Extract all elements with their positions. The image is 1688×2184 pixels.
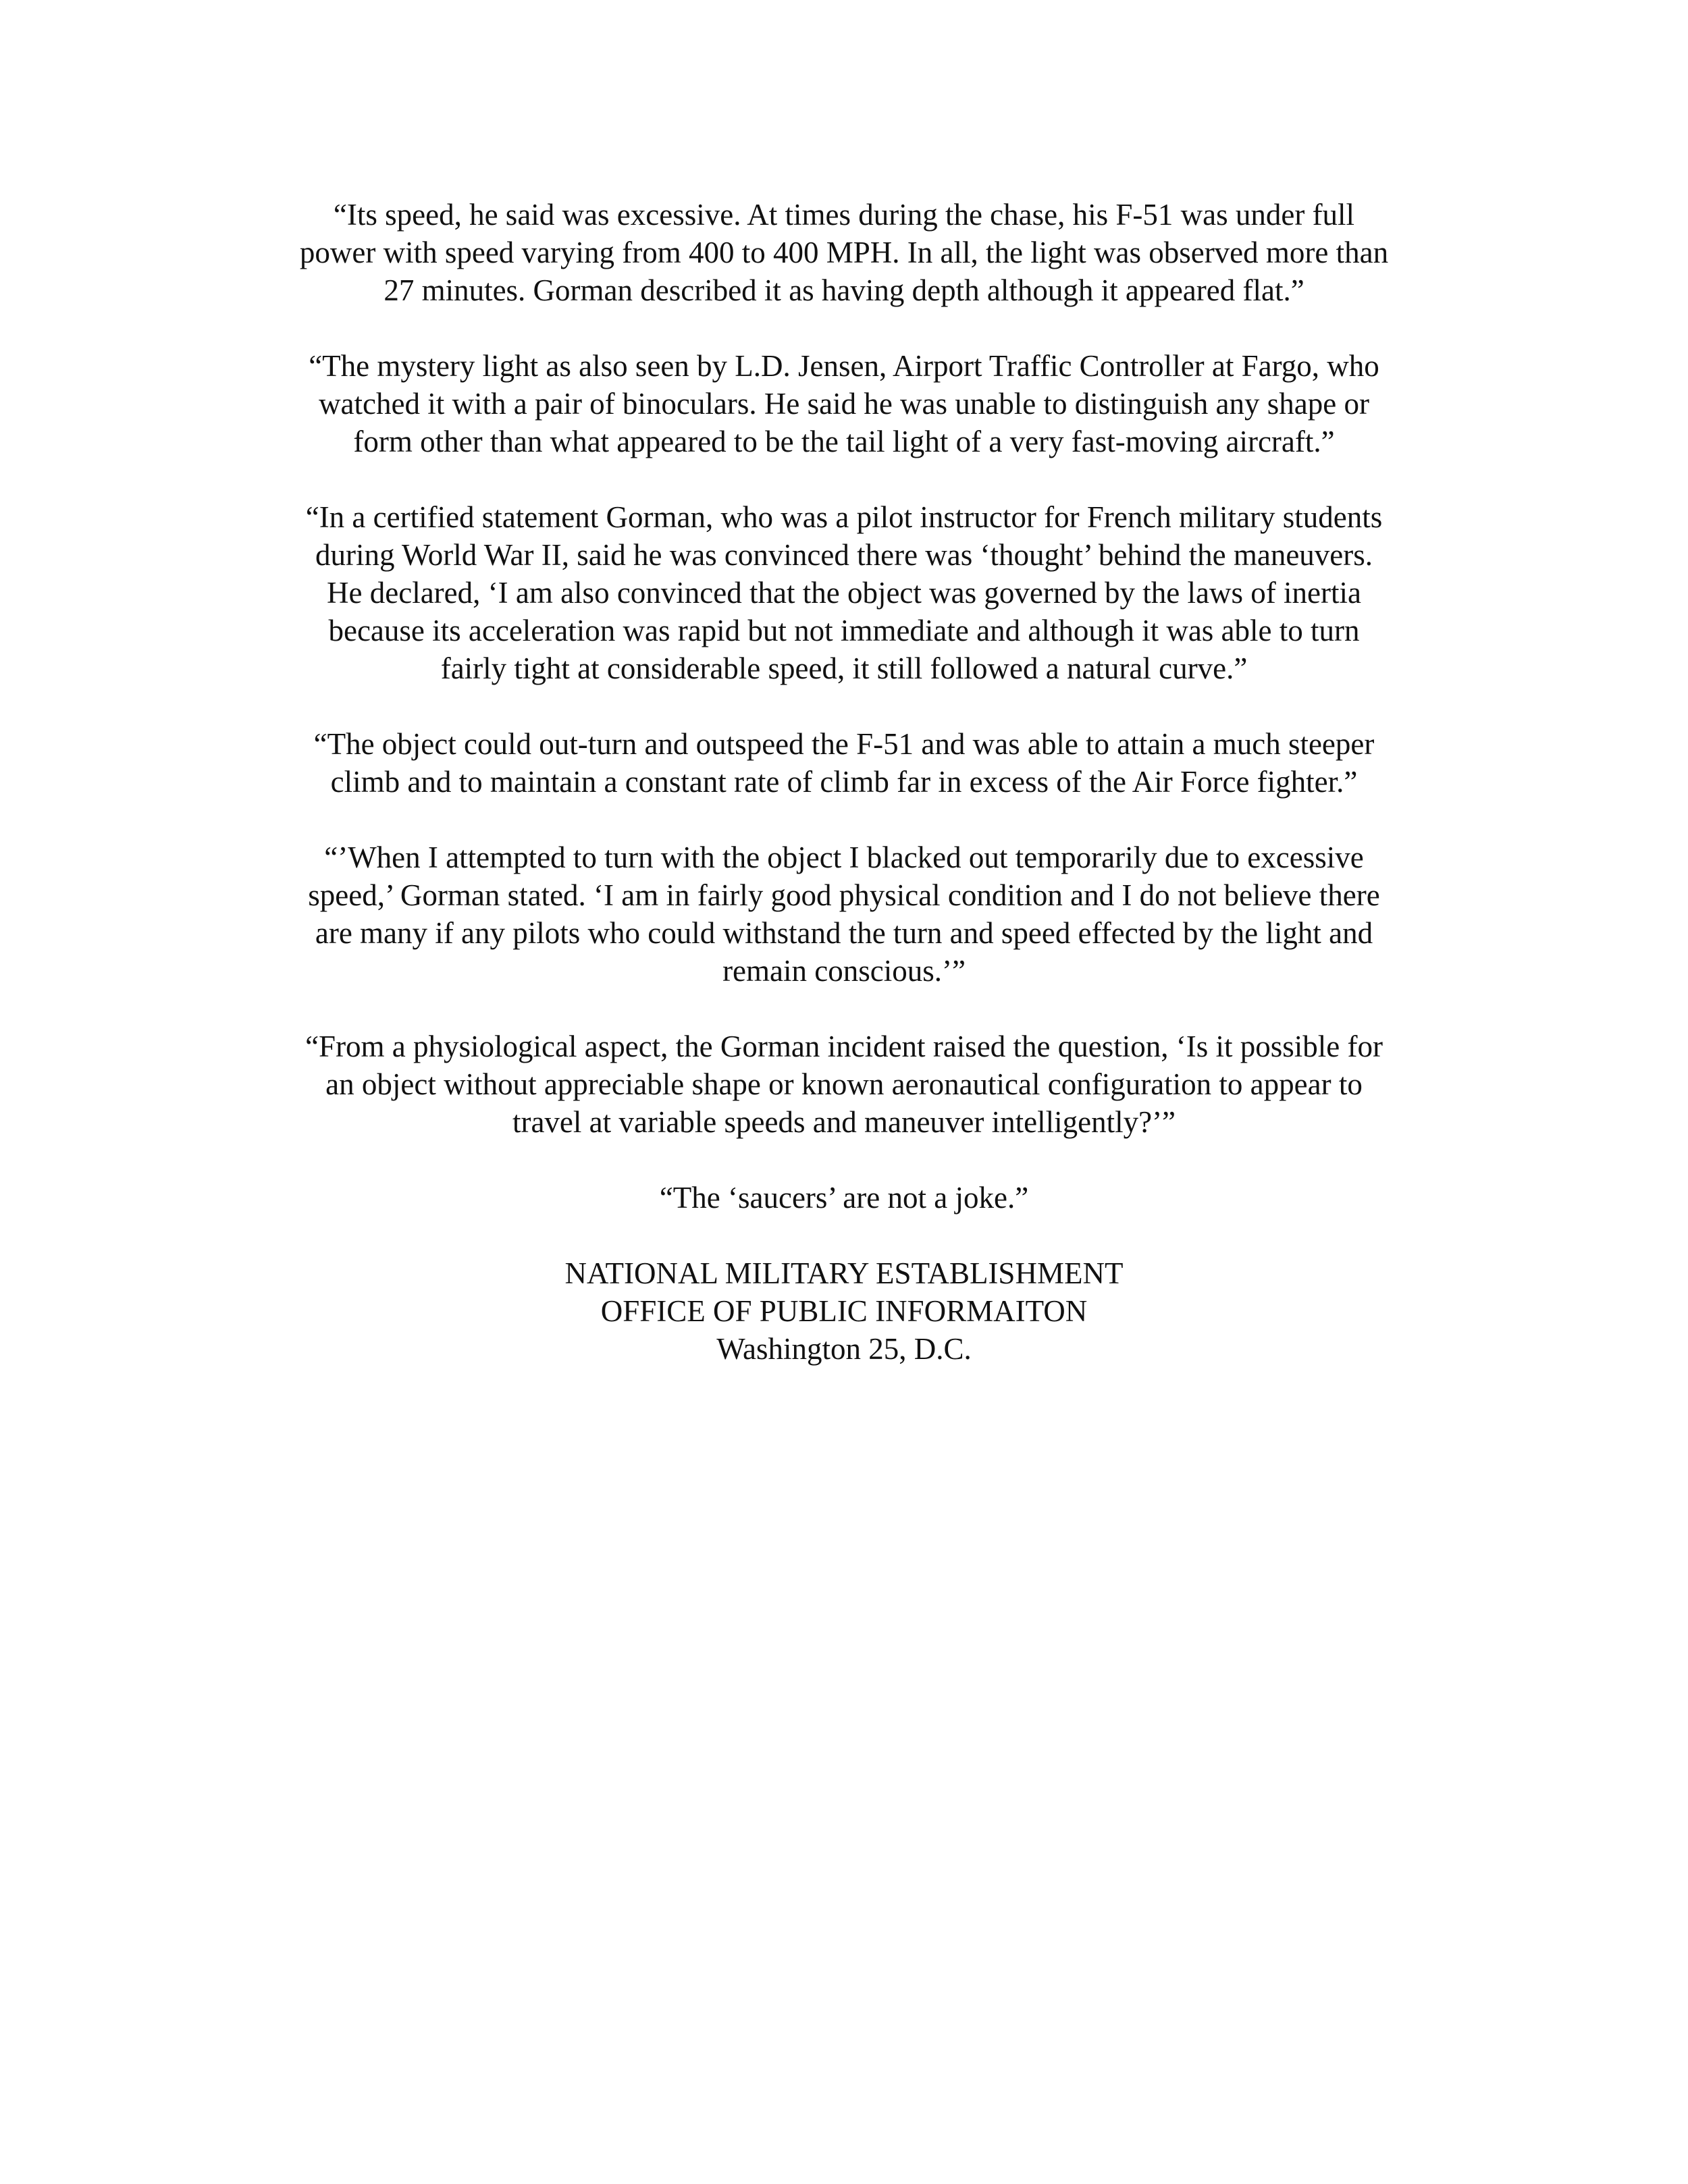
paragraph-blacked-out	[230, 838, 1458, 990]
paragraph-line: “’When I attempted to turn with the object I blacked out temporarily due to excessive	[324, 841, 1364, 874]
paragraph-line: power with speed varying from 400 to 400 MPH. In all, the light was observed more than	[299, 236, 1389, 269]
paragraph-line: are many if any pilots who could withstand the turn and speed effected by the light and	[315, 916, 1373, 950]
paragraph-line: travel at variable speeds and maneuver intelligently?’”	[512, 1105, 1176, 1139]
paragraph-line: during World War II, said he was convinced there was ‘thought’ behind the maneuvers.	[315, 538, 1373, 572]
paragraph-line: He declared, ‘I am also convinced that the object was governed by the laws of inertia	[327, 576, 1361, 610]
paragraph-line: watched it with a pair of binoculars. He said he was unable to distinguish any shape or	[319, 387, 1369, 421]
paragraph-line: “In a certified statement Gorman, who was a pilot instructor for French military students	[305, 500, 1383, 534]
paragraph-line: “Its speed, he said was excessive. At times during the chase, his F-51 was under full	[333, 198, 1355, 232]
paragraph-line: “The object could out-turn and outspeed the F-51 and was able to attain a much steeper	[313, 727, 1375, 761]
paragraph-line: fairly tight at considerable speed, it still followed a natural curve.”	[440, 651, 1248, 685]
document-body	[230, 196, 1458, 1368]
paragraph-line: 27 minutes. Gorman described it as having depth although it appeared flat.”	[384, 273, 1304, 307]
signature-office: OFFICE OF PUBLIC INFORMAITON	[600, 1294, 1088, 1328]
paragraph-line: “From a physiological aspect, the Gorman incident raised the question, ‘Is it possible for	[305, 1030, 1383, 1063]
paragraph-line: speed,’ Gorman stated. ‘I am in fairly good physical condition and I do not believe there	[308, 878, 1380, 912]
paragraph-speed	[230, 196, 1458, 309]
signature-location: Washington 25, D.C.	[716, 1332, 972, 1366]
paragraph-certified-statement	[230, 498, 1458, 687]
signature-block	[230, 1254, 1458, 1368]
paragraph-line: because its acceleration was rapid but not immediate and although it was able to turn	[328, 614, 1360, 647]
closing-quote: “The ‘saucers’ are not a joke.”	[659, 1181, 1029, 1215]
signature-organization: NATIONAL MILITARY ESTABLISHMENT	[564, 1256, 1124, 1290]
paragraph-line: remain conscious.’”	[722, 954, 966, 988]
paragraph-line: an object without appreciable shape or known aeronautical configuration to appear to	[325, 1067, 1363, 1101]
paragraph-out-turn	[230, 725, 1458, 801]
paragraph-line: form other than what appeared to be the tail light of a very fast-moving aircraft.”	[353, 425, 1335, 458]
paragraph-jensen	[230, 347, 1458, 460]
paragraph-physiological	[230, 1028, 1458, 1141]
paragraph-line: climb and to maintain a constant rate of climb far in excess of the Air Force fighter.”	[330, 765, 1358, 799]
paragraph-line: “The mystery light as also seen by L.D. Jensen, Airport Traffic Controller at Fargo, who	[309, 349, 1379, 383]
